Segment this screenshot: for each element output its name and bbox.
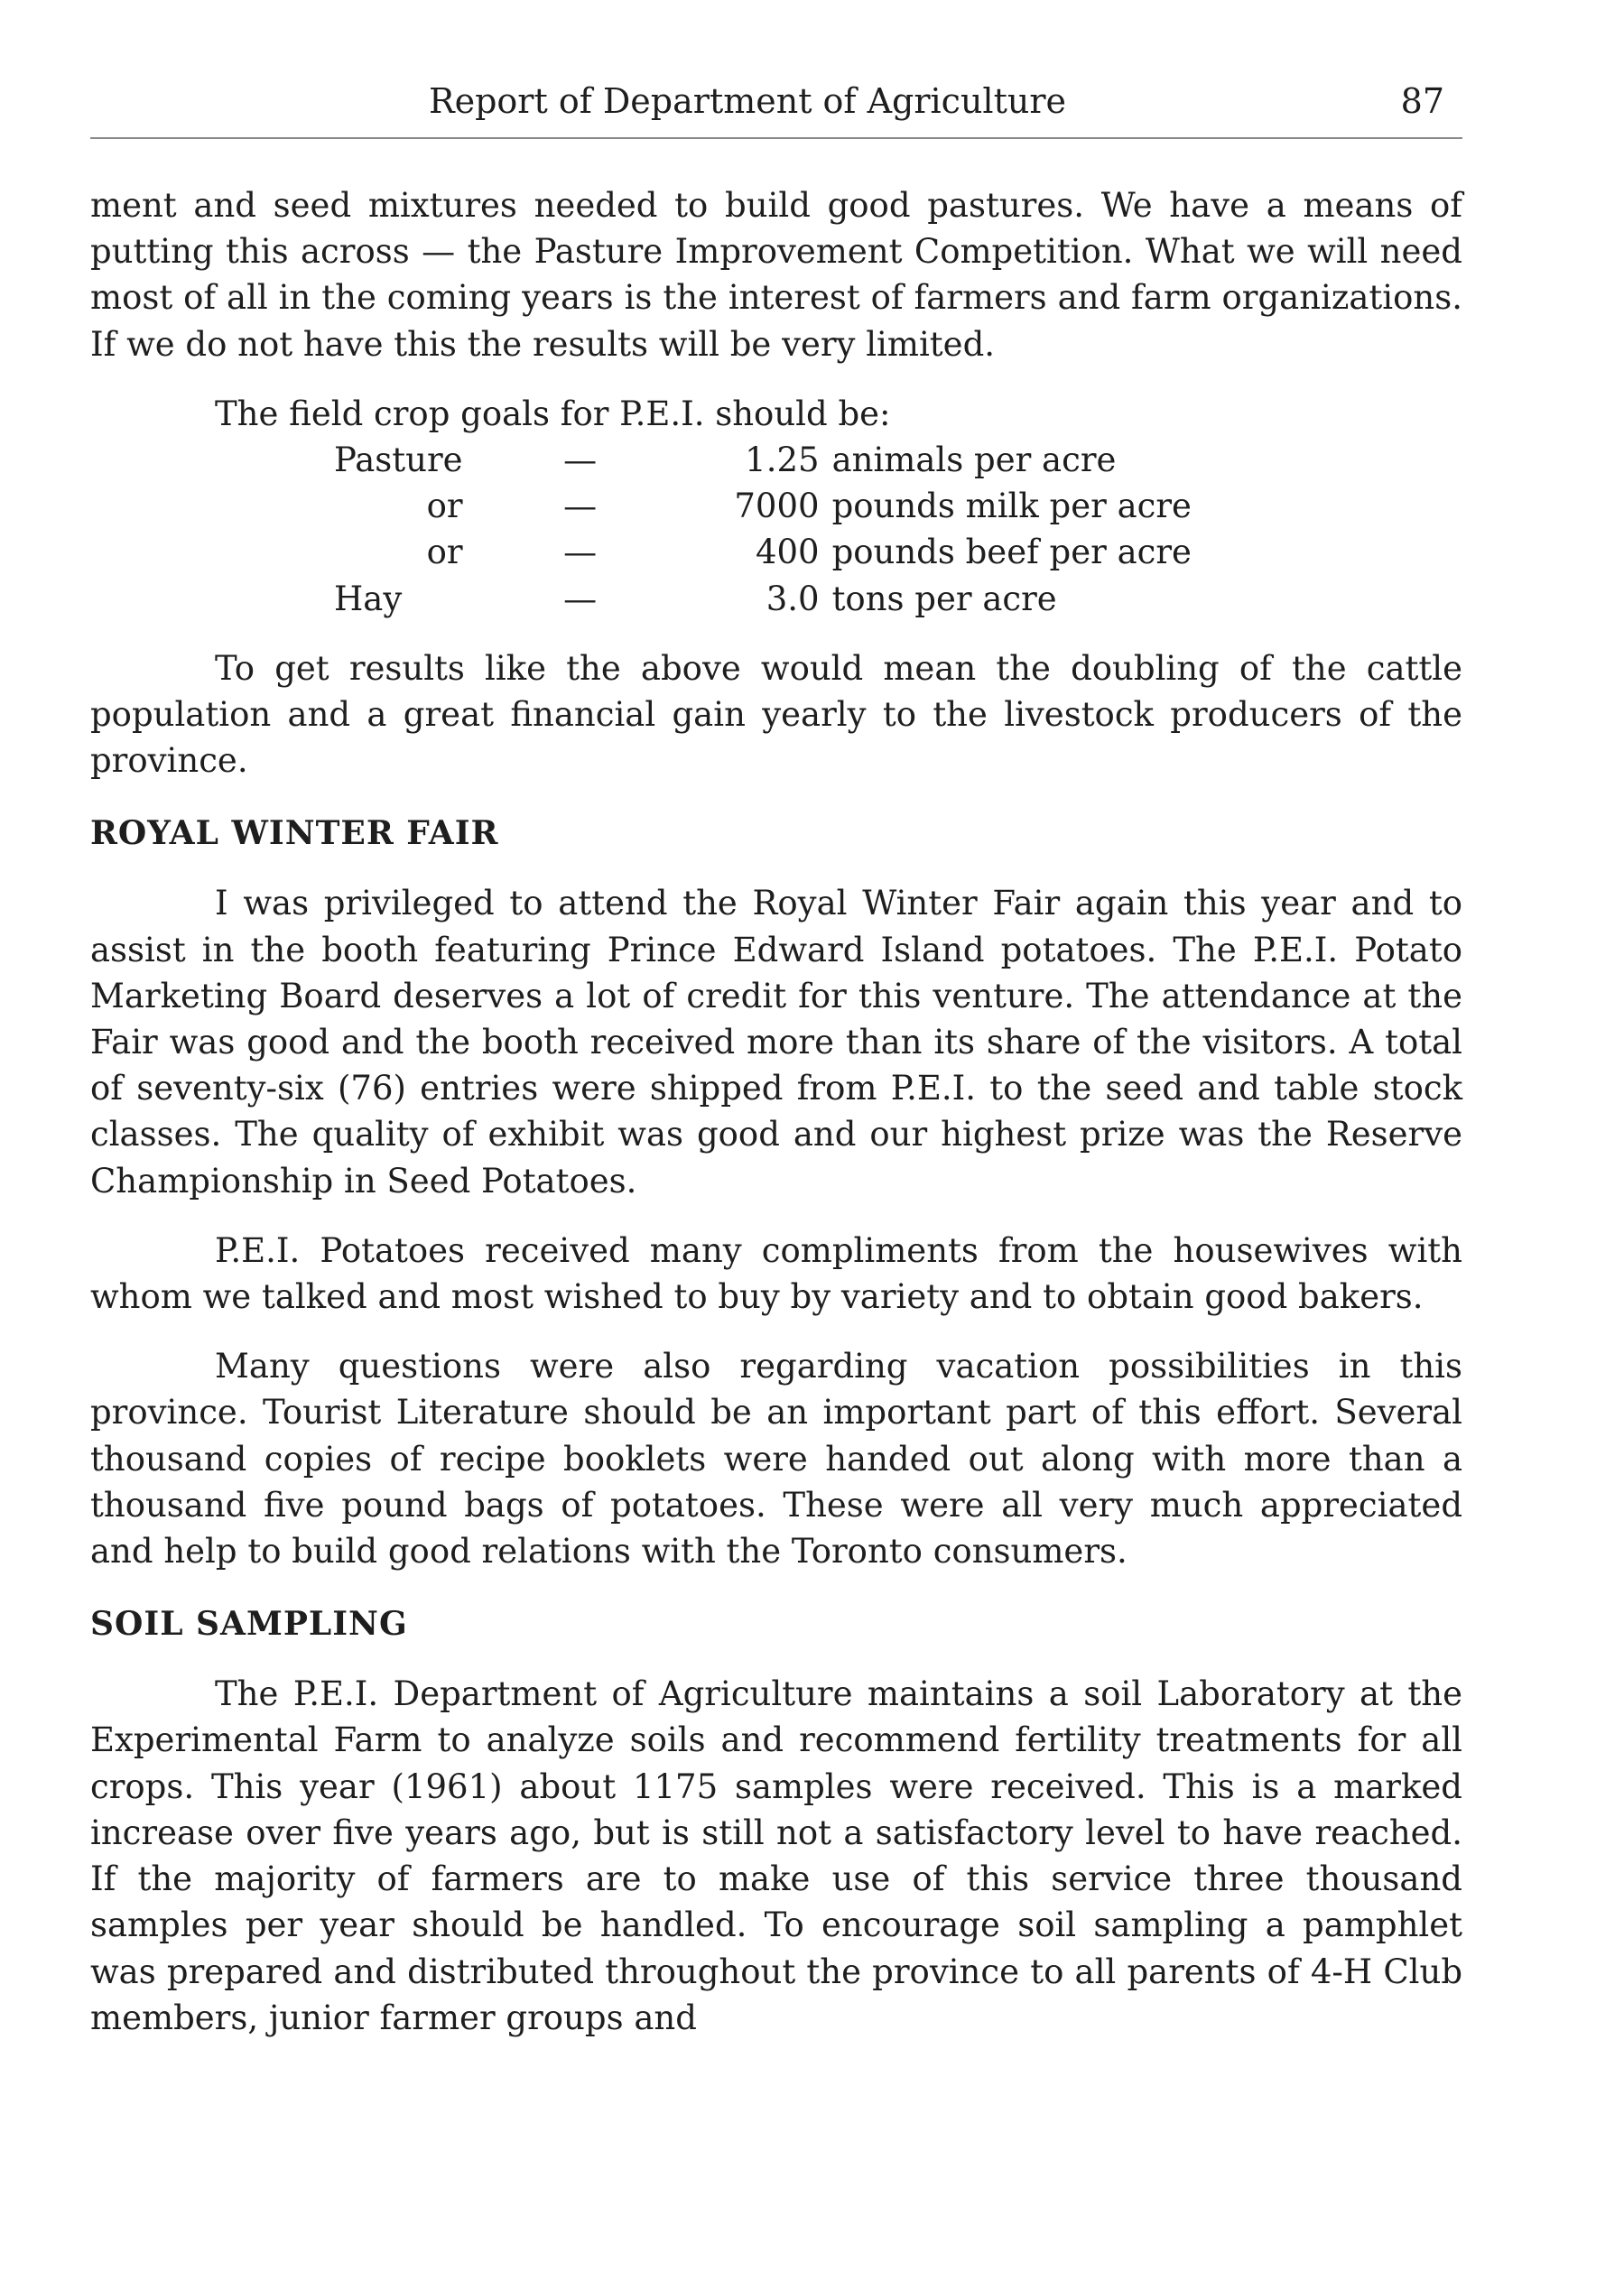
paragraph-royal-fair-1: I was privileged to attend the Royal Winter Fair again this year and to assist in the booth featuring Prince Edward Island potatoes. The P.E.I. Potato Marketing Board deserves a lot of credit for this venture. The attendance at the Fair was good and the booth received more than its share of the visitors. A total of seventy-six (76) entries were shipped from P.E.I. to the seed and table stock classes. The quality of exhibit was good and our highest prize was the Reserve Championship in Seed Potatoes. (90, 884, 1462, 1201)
paragraph-soil-sampling-1: The P.E.I. Department of Agriculture maintains a soil Laboratory at the Experimental Farm to analyze soils and recommend fertility treatments for all crops. This year (1961) about 1175 samples were received. This is a marked increase over five years ago, but is still not a satisfactory level to have reached. If the majority of farmers are to make use of this service three thousand samples per year should be handled. To encourage soil sampling a pamphlet was prepared and distributed throughout the province to all parents of 4-H Club members, junior farmer groups and (90, 1674, 1462, 2037)
document-body (90, 182, 1462, 2041)
goal-unit: animals per acre (831, 440, 1117, 480)
paragraph-results: To get results like the above would mean the doubling of the cattle population and a great financial gain yearly to the livestock producers of the province. (90, 648, 1462, 781)
goal-dash: — (563, 440, 598, 480)
goal-unit: tons per acre (831, 579, 1057, 618)
goal-value: 400 (755, 533, 820, 572)
goal-dash: — (563, 487, 598, 526)
goal-unit: pounds beef per acre (831, 533, 1192, 572)
goal-dash: — (563, 579, 598, 618)
field-crop-goals-table (334, 437, 1192, 622)
goal-dash: — (563, 533, 598, 572)
document-page (90, 81, 1462, 2037)
running-header-title: Report of Department of Agriculture (429, 81, 1066, 121)
goal-value: 3.0 (766, 579, 820, 618)
goal-crop: or (426, 533, 463, 572)
running-header (90, 81, 1462, 135)
section-heading-royal-winter-fair: ROYAL WINTER FAIR (90, 814, 499, 853)
page-number: 87 (1400, 81, 1444, 121)
goal-row (334, 576, 1192, 622)
goal-value: 7000 (734, 487, 820, 526)
goal-value: 1.25 (745, 440, 820, 480)
header-rule (90, 137, 1462, 139)
goal-crop: Pasture (334, 440, 463, 480)
goal-row (334, 529, 1192, 575)
section-heading-soil-sampling: SOIL SAMPLING (90, 1605, 408, 1644)
goal-row (334, 483, 1192, 529)
paragraph-royal-fair-3: Many questions were also regarding vacation possibilities in this province. Tourist Literature should be an important part of this effort. Several thousand copies of recipe booklets were handed out along with more than a thousand five pound bags of potatoes. These were all very much appreciated and help to build good relations with the Toronto consumers. (90, 1347, 1462, 1572)
paragraph-pastures: ment and seed mixtures needed to build good pastures. We have a means of putting this across — the Pasture Improvement Competition. What we will need most of all in the coming years is the interest of farmers and farm organizations. If we do not have this the results will be very limited. (90, 186, 1462, 364)
paragraph-royal-fair-2: P.E.I. Potatoes received many compliments from the housewives with whom we talked and most wished to buy by variety and to obtain good bakers. (90, 1230, 1462, 1317)
goal-crop: Hay (334, 579, 403, 618)
goal-crop: or (426, 487, 463, 526)
goal-unit: pounds milk per acre (831, 487, 1192, 526)
goal-row (334, 437, 1192, 483)
goals-intro: The field crop goals for P.E.I. should be: (215, 394, 891, 433)
